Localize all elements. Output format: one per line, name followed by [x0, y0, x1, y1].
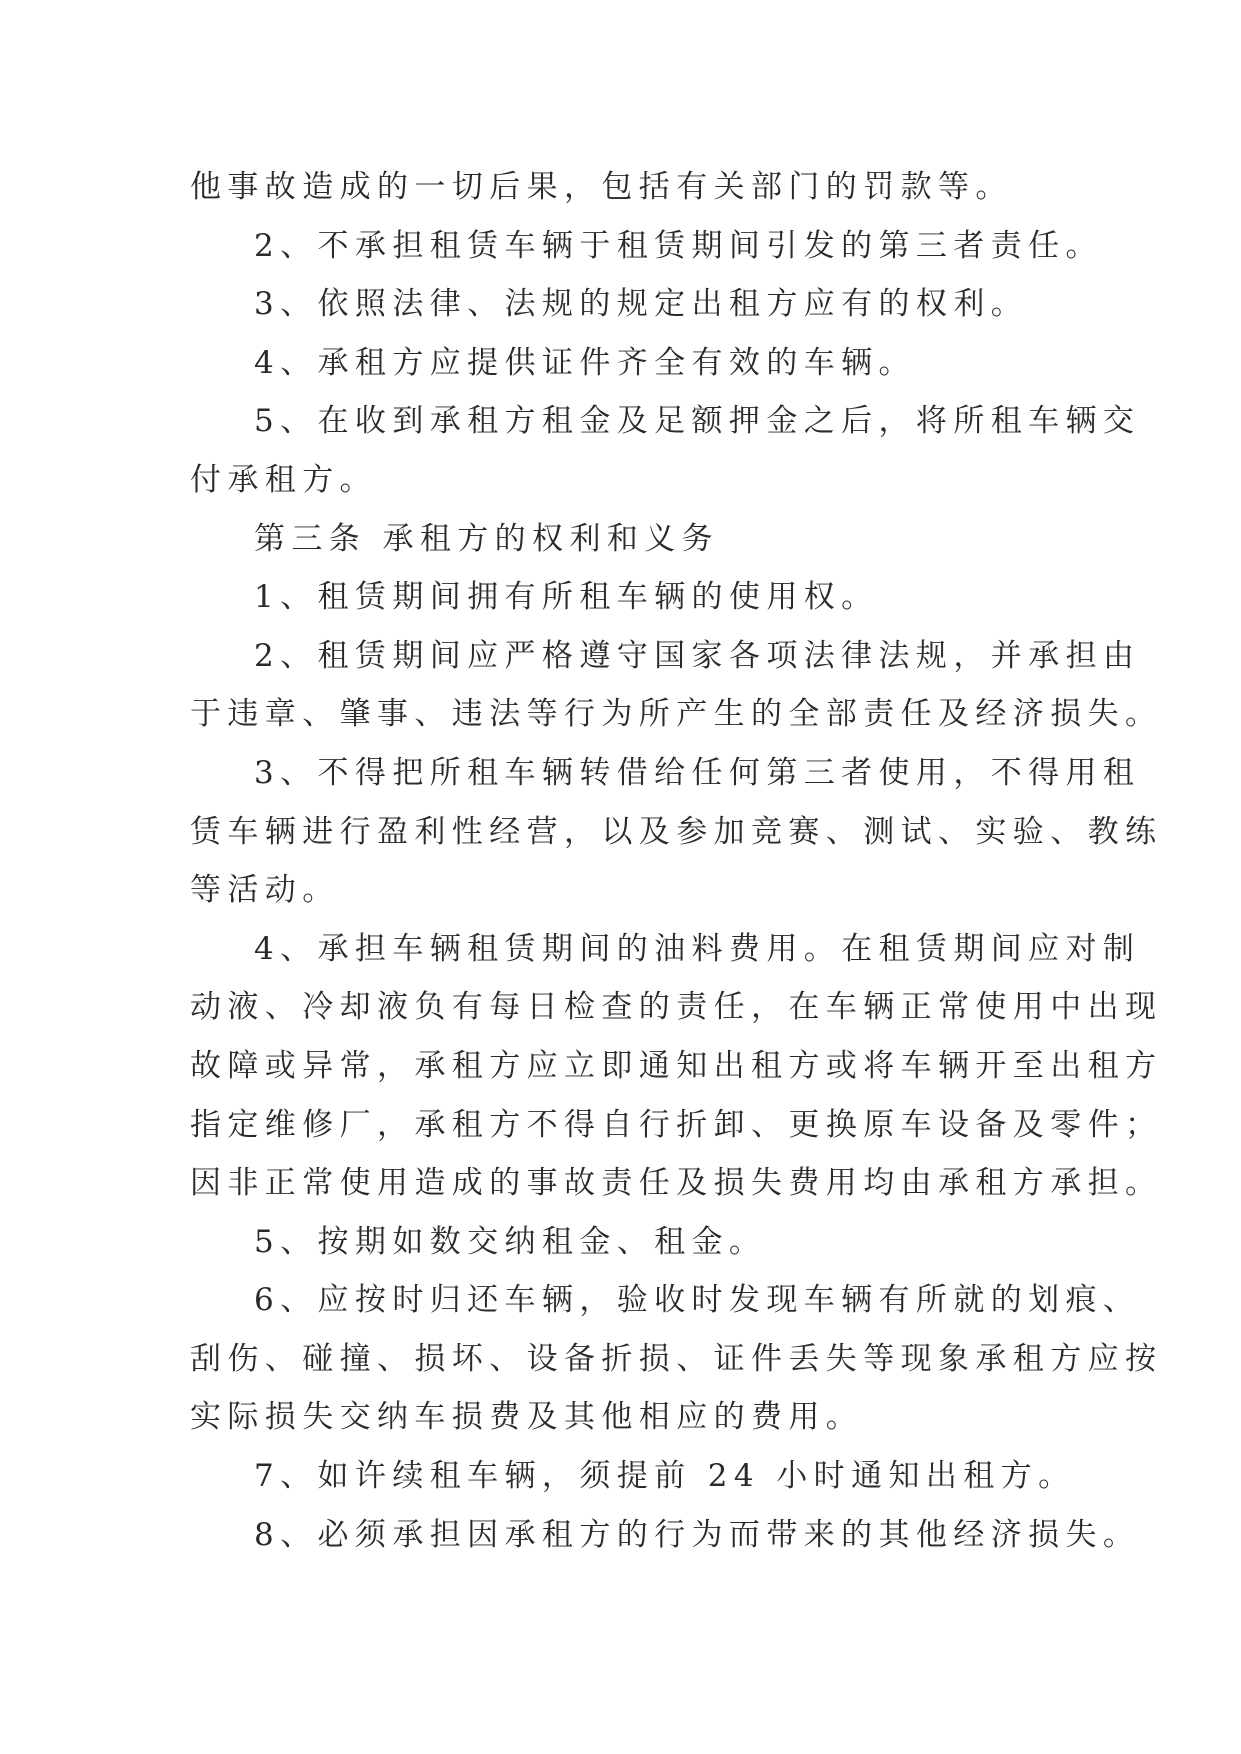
text-line: 指定维修厂，承租方不得自行折卸、更换原车设备及零件； [190, 1106, 1163, 1143]
text-line: 1、租赁期间拥有所租车辆的使用权。 [254, 579, 879, 616]
text-line: 付承租方。 [190, 461, 377, 498]
text-line: 4、承担车辆租赁期间的油料费用。在租赁期间应对制 [254, 930, 1141, 967]
text-line: 6、应按时归还车辆，验收时发现车辆有所就的划痕、 [254, 1282, 1141, 1319]
text-line: 他事故造成的一切后果，包括有关部门的罚款等。 [190, 169, 1013, 205]
text-line: 5、在收到承租方租金及足额押金之后，将所租车辆交 [254, 403, 1141, 440]
text-line: 赁车辆进行盈利性经营，以及参加竞赛、测试、实验、教练 [190, 813, 1163, 850]
text-line: 因非正常使用造成的事故责任及损失费用均由承租方承担。 [190, 1165, 1163, 1202]
text-line: 等活动。 [190, 872, 340, 909]
text-line: 8、必须承担因承租方的行为而带来的其他经济损失。 [254, 1516, 1141, 1553]
section-heading: 第三条 承租方的权利和义务 [254, 520, 720, 557]
text-line: 实际损失交纳车损费及其他相应的费用。 [190, 1399, 864, 1436]
text-line: 动液、冷却液负有每日检查的责任，在车辆正常使用中出现 [190, 989, 1163, 1026]
text-line: 3、依照法律、法规的规定出租方应有的权利。 [254, 286, 1029, 323]
text-line: 3、不得把所租车辆转借给任何第三者使用，不得用租 [254, 754, 1141, 791]
text-line: 4、承租方应提供证件齐全有效的车辆。 [254, 344, 916, 381]
text-line: 于违章、肇事、违法等行为所产生的全部责任及经济损失。 [190, 696, 1163, 733]
text-line: 5、按期如数交纳租金、租金。 [254, 1223, 767, 1260]
text-line: 7、如许续租车辆，须提前 24 小时通知出租方。 [254, 1458, 1076, 1495]
document-body [190, 158, 1163, 1564]
text-line: 2、租赁期间应严格遵守国家各项法律法规，并承担由 [254, 637, 1141, 674]
text-line: 2、不承担租赁车辆于租赁期间引发的第三者责任。 [254, 227, 1103, 264]
text-line: 刮伤、碰撞、损坏、设备折损、证件丢失等现象承租方应按 [190, 1340, 1163, 1377]
text-line: 故障或异常，承租方应立即通知出租方或将车辆开至出租方 [190, 1047, 1163, 1084]
